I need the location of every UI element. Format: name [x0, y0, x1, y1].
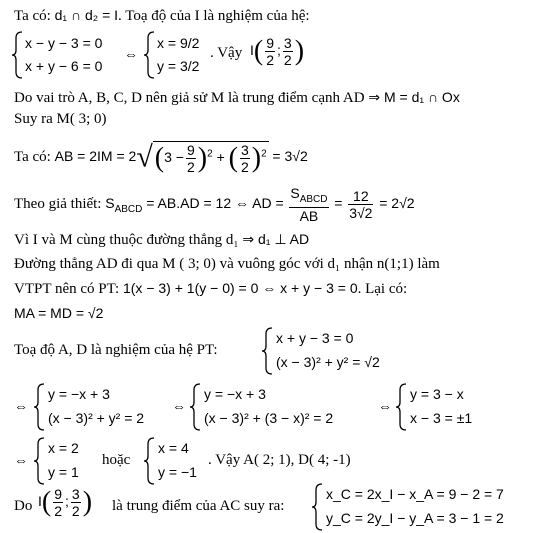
- paren: ): [294, 35, 305, 67]
- text: . Lại có:: [357, 281, 408, 297]
- sep: ;: [65, 493, 69, 510]
- text: Ta có:: [14, 149, 55, 165]
- brace-icon: [34, 436, 46, 486]
- denominator: 2: [240, 158, 249, 175]
- line-AD: [14, 183, 415, 223]
- text: VTPT nên có PT:: [14, 281, 123, 297]
- equiv-symbol: ⇔: [124, 46, 138, 62]
- numerator: 9: [266, 35, 275, 51]
- text: là trung điểm của AC suy ra:: [112, 498, 285, 514]
- subscript: ABCD: [299, 193, 328, 205]
- fraction: [348, 188, 373, 221]
- equation: y = −x + 3: [204, 386, 266, 402]
- paren: (: [154, 142, 165, 174]
- equiv-symbol: ⇔: [14, 452, 28, 468]
- denominator: 3√2: [349, 205, 373, 222]
- equiv-symbol: ⇔: [378, 398, 392, 414]
- line-AB: [14, 135, 308, 177]
- solutions: [12, 436, 532, 486]
- equation: x + y − 6 = 0: [25, 58, 103, 74]
- math: ⇒ M = d₁ ∩ Ox: [368, 89, 460, 105]
- numerator: 9: [54, 486, 63, 502]
- line-AD-direction: [14, 255, 440, 273]
- symbol: S: [290, 184, 300, 201]
- fraction: [289, 185, 328, 225]
- equation: x − y − 3 = 0: [25, 35, 103, 51]
- equation: y_C = 2y_I − y_A = 3 − 1 = 2: [326, 510, 504, 526]
- label: I: [38, 493, 42, 510]
- exponent: 2: [207, 148, 213, 160]
- term: 3 −: [164, 148, 184, 165]
- operator: +: [216, 148, 225, 165]
- text: . Vậy A( 2; 1), D( 4; -1): [208, 452, 351, 468]
- math: AB = 2IM = 2: [54, 148, 137, 164]
- text: hoặc: [102, 452, 131, 468]
- fraction: [283, 35, 293, 68]
- numerator: [289, 185, 328, 209]
- math: d₁ ∩ d₂ = I: [54, 7, 119, 23]
- result: = 3√2: [272, 148, 308, 164]
- fraction: [71, 486, 81, 519]
- brace-icon: [12, 30, 24, 80]
- numerator: 9: [186, 141, 195, 158]
- text: Vì I và M cùng thuộc đường thẳng d₁: [14, 232, 239, 248]
- brace-icon: [262, 326, 274, 376]
- numerator: 3: [240, 141, 249, 158]
- text: . Toạ độ của I là nghiệm của hệ:: [118, 8, 310, 24]
- text: Đường thẳng AD đi qua M ( 3; 0) và vuông góc với d₁ nhận n(1;1) làm: [14, 256, 440, 272]
- line-intersection: [14, 6, 310, 25]
- equiv-symbol: ⇔: [172, 398, 186, 414]
- equation: = AB.AD = 12 ⇔ AD =: [146, 195, 284, 211]
- sep: ;: [277, 42, 281, 59]
- numerator: 12: [348, 188, 373, 205]
- text: Do vai trò A, B, C, D nên giả sử M là trung điểm cạnh AD: [14, 90, 365, 106]
- text: Suy ra M( 3; 0): [14, 111, 107, 127]
- brace-icon: [312, 482, 324, 532]
- brace-icon: [144, 436, 156, 486]
- exponent: 2: [261, 148, 267, 160]
- equation: x + y − 3 = 0: [276, 330, 354, 346]
- solution: x = 2: [48, 440, 79, 456]
- paren: (: [41, 486, 52, 518]
- equation: x_C = 2x_I − x_A = 9 − 2 = 7: [326, 486, 504, 502]
- solution: y = −1: [158, 464, 197, 480]
- line-MA-MD: [14, 304, 103, 322]
- symbol: S: [105, 195, 115, 211]
- brace-icon: [144, 30, 156, 80]
- equation: y = 3 − x: [410, 386, 464, 402]
- line-perpendicular: [14, 230, 309, 249]
- fraction: [53, 486, 63, 519]
- line-point-M: [14, 110, 107, 128]
- subscript: ABCD: [114, 203, 143, 215]
- solution: y = 3/2: [157, 58, 200, 74]
- paren: ): [82, 486, 93, 518]
- point-I: [38, 486, 92, 519]
- equiv-symbol: ⇔: [14, 398, 28, 414]
- brace-icon: [190, 382, 202, 432]
- denominator: 2: [71, 503, 80, 519]
- brace-icon: [396, 382, 408, 432]
- brace-icon: [34, 382, 46, 432]
- equation: (x − 3)² + y² = 2: [48, 410, 145, 426]
- paren: ): [197, 142, 208, 174]
- denominator: 2: [283, 52, 292, 68]
- point-I: [250, 35, 304, 68]
- operator: =: [334, 195, 343, 211]
- line-AD-equation: [14, 279, 407, 298]
- math: 1(x − 3) + 1(y − 0) = 0 ⇔ x + y − 3 = 0: [122, 280, 358, 296]
- equation: (x − 3)² + y² = √2: [276, 354, 380, 370]
- radicand: [153, 141, 269, 175]
- system-AD: [12, 326, 532, 376]
- text: Theo giả thiết:: [14, 196, 106, 212]
- equivalence-chain: [12, 382, 532, 432]
- text: Do: [14, 498, 33, 514]
- system-I: [12, 30, 532, 80]
- paren: (: [228, 142, 238, 174]
- solution: x = 4: [158, 440, 189, 456]
- numerator: 3: [283, 35, 292, 51]
- text: . Vậy: [210, 45, 243, 61]
- math: ⇒ d₁ ⊥ AD: [242, 231, 310, 247]
- equation: x − 3 = ±1: [410, 410, 473, 426]
- equation: y = −x + 3: [48, 386, 110, 402]
- denominator: 2: [266, 52, 275, 68]
- conclusion: [12, 482, 532, 532]
- numerator: 3: [71, 486, 80, 502]
- fraction: [265, 35, 275, 68]
- line-assume-midpoint: [14, 88, 460, 107]
- text: Ta có:: [14, 8, 55, 24]
- label: I: [250, 42, 254, 59]
- denominator: 2: [54, 503, 63, 519]
- denominator: 2: [186, 158, 195, 175]
- solution: x = 9/2: [157, 35, 200, 51]
- equation: (x − 3)² + (3 − x)² = 2: [204, 410, 334, 426]
- solution: y = 1: [48, 464, 79, 480]
- result: = 2√2: [379, 195, 415, 211]
- math: [105, 195, 284, 215]
- fraction: [186, 142, 196, 175]
- sqrt-icon: √: [136, 140, 153, 174]
- denominator: AB: [299, 208, 319, 225]
- paren: (: [253, 35, 264, 67]
- math: MA = MD = √2: [14, 305, 104, 321]
- paren: ): [251, 142, 262, 174]
- fraction: [240, 142, 250, 175]
- text: Toạ độ A, D là nghiệm của hệ PT:: [14, 342, 218, 358]
